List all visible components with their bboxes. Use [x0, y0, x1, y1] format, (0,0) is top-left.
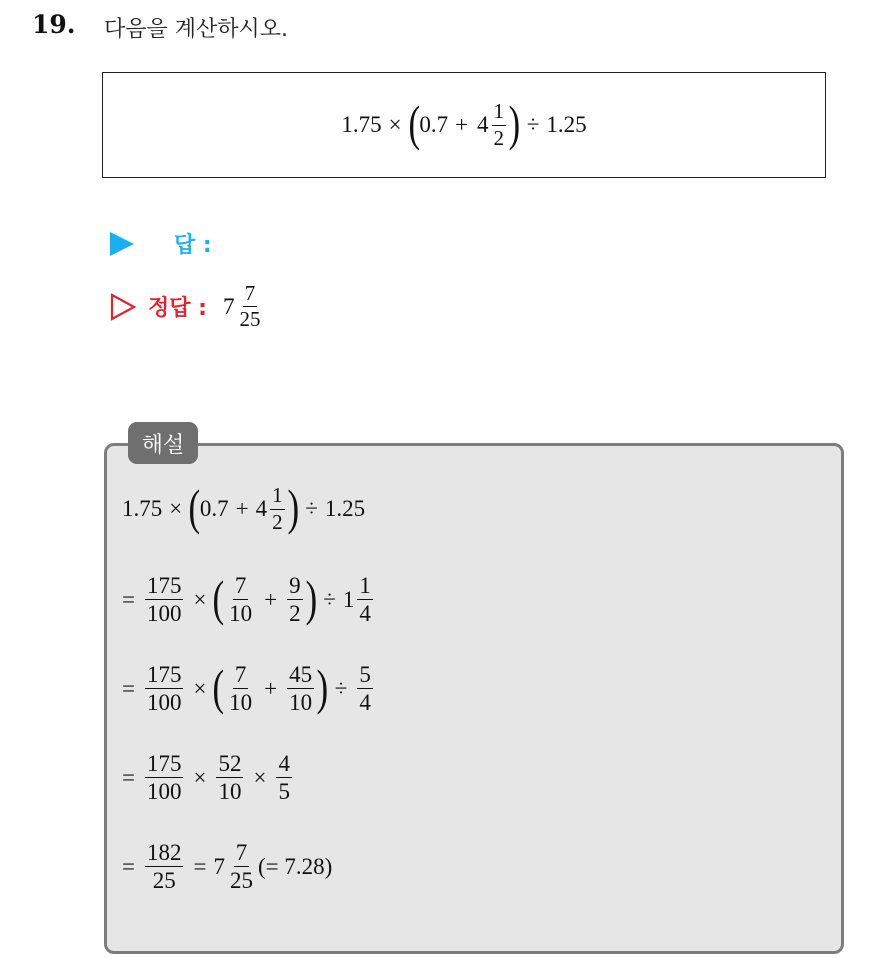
- solution-step-5: [122, 840, 332, 894]
- fraction-denominator: 2: [289, 601, 301, 627]
- equals-sign: =: [122, 853, 135, 879]
- fraction-numerator: 175: [145, 573, 184, 600]
- equals-sign: =: [193, 853, 207, 879]
- fraction-denominator: 2: [272, 509, 283, 534]
- fraction-numerator: 5: [357, 662, 373, 689]
- fraction-denominator: 10: [218, 779, 242, 805]
- times-sign: ×: [388, 112, 402, 137]
- fraction-numerator: 45: [287, 662, 314, 689]
- problem-box: [102, 72, 826, 178]
- fraction-numerator: 7: [233, 662, 249, 689]
- paren-close: ): [316, 658, 329, 715]
- fraction-denominator: 25: [229, 868, 253, 894]
- question-number: 19.: [32, 10, 76, 39]
- paren-close: ): [287, 479, 299, 535]
- fraction-denominator: 4: [359, 601, 371, 627]
- outline-triangle-icon: [110, 293, 136, 321]
- term-a: 1.75: [341, 112, 382, 137]
- divide-sign: ÷: [526, 112, 540, 137]
- divide-sign: ÷: [334, 675, 348, 701]
- fraction: [357, 573, 373, 627]
- mixed-whole: 1: [342, 586, 355, 612]
- solution-step-2: [122, 569, 376, 627]
- fraction-denominator: 10: [229, 690, 253, 716]
- fraction: [287, 573, 303, 627]
- fraction-numerator: 175: [145, 662, 184, 689]
- fraction: [145, 751, 184, 805]
- fraction-numerator: 4: [276, 751, 292, 778]
- paren-open: (: [212, 658, 225, 715]
- fraction-numerator: 7: [233, 573, 249, 600]
- plus-sign: +: [235, 496, 249, 521]
- paren-open: (: [188, 479, 201, 535]
- times-sign: ×: [193, 675, 207, 701]
- decimal-equivalent: (= 7.28): [257, 853, 333, 879]
- answer-row: [110, 228, 212, 259]
- fraction-denominator: 25: [152, 868, 176, 894]
- fraction-denominator: 10: [289, 690, 313, 716]
- term: 0.7: [199, 496, 229, 521]
- mixed-fraction: [237, 282, 262, 331]
- correct-answer-value: [223, 282, 266, 331]
- fraction: [227, 573, 254, 627]
- paren-close: ): [508, 95, 521, 151]
- fraction: [145, 840, 184, 894]
- plus-sign: +: [264, 675, 278, 701]
- fraction-denominator: 4: [359, 690, 371, 716]
- fraction: [216, 751, 243, 805]
- term: 1.25: [324, 496, 366, 521]
- mixed-whole: 4: [255, 496, 268, 521]
- times-sign: ×: [253, 764, 267, 790]
- fraction-denominator: 10: [229, 601, 253, 627]
- fraction: [227, 662, 254, 716]
- fraction-numerator: 7: [243, 282, 258, 307]
- divide-sign: ÷: [323, 586, 336, 612]
- paren-close: ): [305, 569, 317, 626]
- paren-open: (: [408, 95, 420, 151]
- solution-step-1: [122, 479, 366, 535]
- divide-sign: ÷: [305, 496, 318, 521]
- problem-expression: [103, 73, 825, 177]
- answer-label: 답 :: [174, 233, 212, 258]
- fraction-denominator: 100: [146, 601, 182, 627]
- times-sign: ×: [169, 496, 183, 521]
- fraction-numerator: 1: [492, 100, 507, 125]
- term-b: 0.7: [419, 112, 449, 137]
- plus-sign: +: [264, 586, 278, 612]
- times-sign: ×: [193, 764, 207, 790]
- fraction-denominator: 5: [278, 779, 290, 805]
- paren-open: (: [212, 569, 225, 626]
- term-c: 1.25: [546, 112, 587, 137]
- solution-step-3: [122, 658, 376, 716]
- solution-tab: 해설: [128, 422, 198, 464]
- play-triangle-icon: [110, 232, 134, 256]
- mixed-whole: 7: [213, 853, 225, 879]
- correct-answer-row: [110, 282, 265, 331]
- mixed-whole: 4: [477, 112, 489, 137]
- fraction: [287, 662, 314, 716]
- correct-answer-label: 정답 :: [148, 296, 207, 322]
- fraction-numerator: 1: [270, 484, 285, 509]
- question-instruction: 다음을 계산하시오.: [104, 17, 289, 42]
- fraction-denominator: 25: [239, 307, 261, 332]
- fraction: [145, 662, 184, 716]
- fraction-denominator: 100: [146, 690, 182, 716]
- mixed-fraction: [492, 100, 507, 149]
- plus-sign: +: [455, 112, 469, 137]
- fraction-numerator: 1: [357, 573, 373, 600]
- solution-step-4: [122, 751, 295, 805]
- fraction-numerator: 52: [216, 751, 243, 778]
- fraction: [270, 484, 285, 533]
- equals-sign: =: [122, 764, 135, 790]
- equals-sign: =: [122, 675, 135, 701]
- fraction: [145, 573, 184, 627]
- fraction: [357, 662, 373, 716]
- fraction-denominator: 100: [146, 779, 182, 805]
- mixed-whole: 7: [222, 293, 235, 319]
- fraction-numerator: 9: [287, 573, 303, 600]
- term: 1.75: [122, 496, 163, 521]
- fraction: [276, 751, 292, 805]
- equals-sign: =: [122, 586, 135, 612]
- fraction-numerator: 7: [234, 840, 250, 867]
- fraction-denominator: 2: [493, 125, 505, 150]
- fraction-numerator: 182: [145, 840, 184, 867]
- times-sign: ×: [193, 586, 207, 612]
- fraction-numerator: 175: [145, 751, 184, 778]
- fraction: [228, 840, 255, 894]
